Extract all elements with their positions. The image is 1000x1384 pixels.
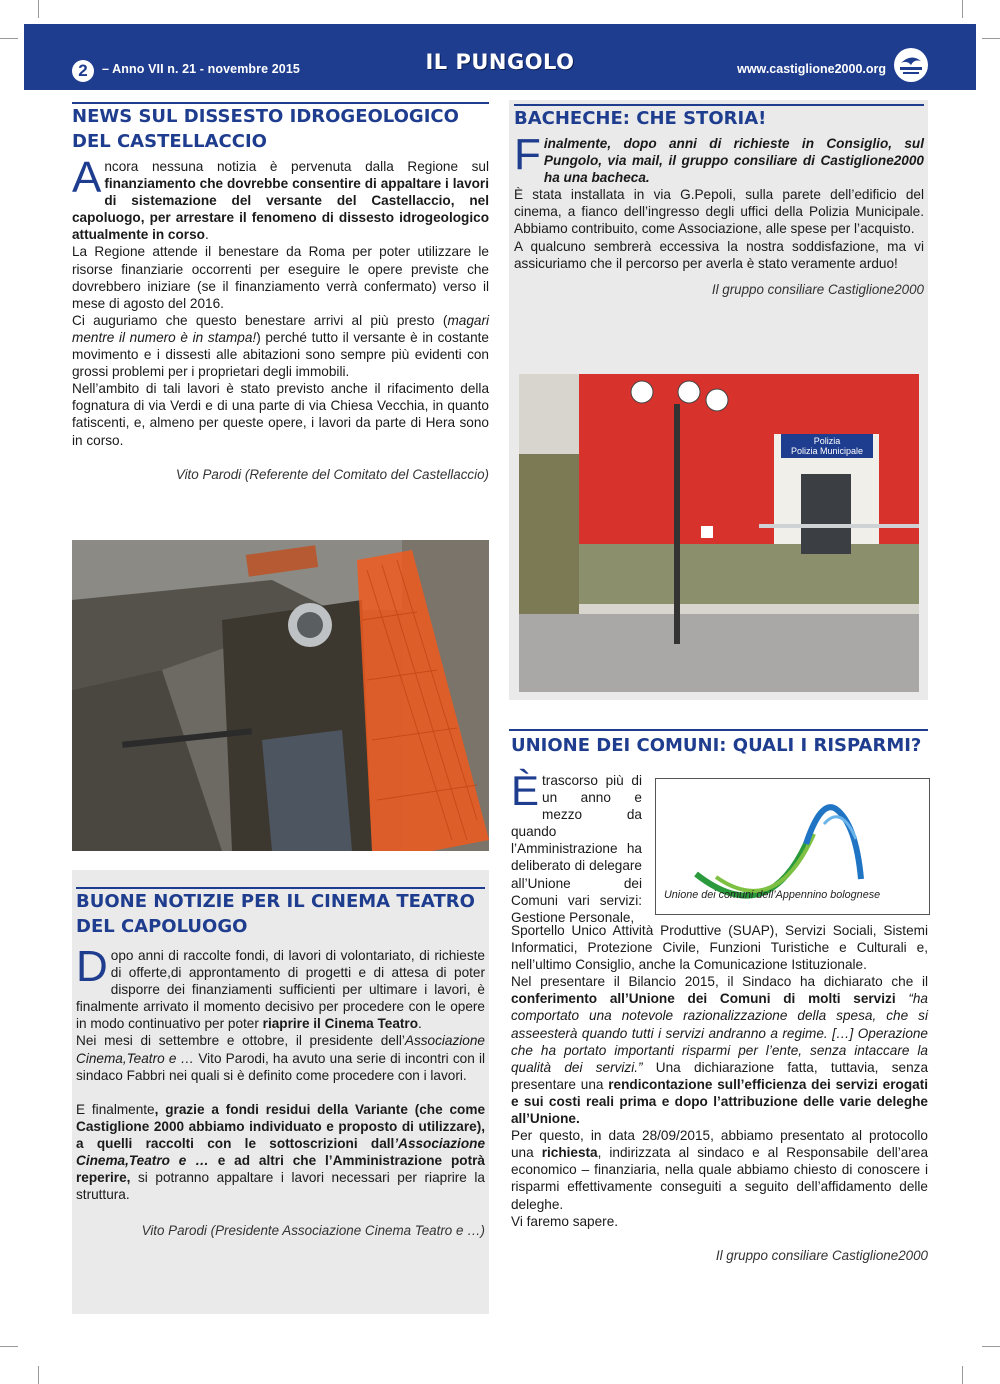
bird-icon <box>894 48 928 82</box>
article-signature: Vito Parodi (Presidente Associazione Cinema Teatro e …) <box>141 1223 485 1239</box>
paragraph: La Regione attende il benestare da Roma per poter utilizzare le risorse finanziarie occorrenti per eseguire le opere previste che dovrebbero iniziare (se il finanziamento verrà confermato) verso il mese di agosto del 2016. <box>72 244 489 311</box>
association-logo <box>894 48 928 82</box>
logo-caption: Unione dei comuni dell’Appennino bolognese <box>664 889 881 901</box>
trim-mark <box>962 1366 963 1384</box>
paragraph: Nell’ambito di tali lavori è stato previsto anche il rifacimento della fognatura di via Verdi e di una parte di via Chiesa Vecchia, in quanto fatiscenti, e, almeno per queste opere, i lavori da parte di Hera sono in corso. <box>72 381 489 448</box>
dropcap: D <box>76 942 108 991</box>
unione-logo <box>655 778 930 915</box>
paragraph: A qualcuno sembrerà eccessiva la nostra soddisfazione, ma vi assicuriamo che il percorso per averla è stato veramente arduo! <box>514 238 924 271</box>
title-line: DEL CASTELLACCIO <box>72 131 267 152</box>
article-title: UNIONE DEI COMUNI: QUALI I RISPARMI? <box>511 735 922 756</box>
svg-text:Polizia Municipale: Polizia Municipale <box>790 446 864 456</box>
trim-mark <box>962 0 963 18</box>
issue-label: – Anno VII n. 21 - novembre 2015 <box>102 62 300 76</box>
dropcap: F <box>514 130 541 179</box>
paragraph: È stata installata in via G.Pepoli, sulla parete dell’edificio del cinema, a fianco dell’ingresso degli uffici della Polizia Municipale. Abbiamo contribuito, come Associazione, alle spese per l’acquisto. <box>514 187 924 237</box>
paragraph: Sportello Unico Attività Produttive (SUAP), Servizi Sociali, Sistemi Informatici, Protezione Civile, Funzioni Turistiche e Culturali e, nell’ultimo Consiglio, anche la Comunicazione Istituzionale. <box>511 923 928 973</box>
title-line: NEWS SUL DISSESTO IDROGEOLOGICO <box>72 106 459 127</box>
website-link[interactable]: www.castiglione2000.org <box>737 62 886 76</box>
title-line: DEL CAPOLUOGO <box>76 916 248 937</box>
trim-mark <box>0 38 18 39</box>
page-number: 2 <box>72 60 94 82</box>
masthead-logo: IL PUNGOLO <box>425 50 575 74</box>
trim-mark <box>38 0 39 18</box>
trim-mark <box>982 1346 1000 1347</box>
polizia-sign: Polizia <box>813 436 841 446</box>
excavation-photo <box>72 540 489 851</box>
article-signature: Vito Parodi (Referente del Comitato del Castellaccio) <box>175 466 489 482</box>
article-bacheche <box>514 106 924 297</box>
article-unione <box>511 733 928 758</box>
trim-mark <box>982 38 1000 39</box>
trim-mark <box>0 1346 18 1347</box>
polizia-municipale-photo <box>519 374 919 692</box>
article-title <box>76 889 485 939</box>
article-title: BACHECHE: CHE STORIA! <box>514 108 767 129</box>
article-cinema <box>76 889 485 1238</box>
article-body: Sportello Unico Attività Produttive (SUAP), Servizi Sociali, Sistemi Informatici, Protezione Civile, Funzioni Turistiche e Culturali e, nell’ultimo Consiglio, anche la Comunicazione Istituzionale. Nel presentare il Bilancio 2015, il Sindaco ha dichiarato che il conferimento all’Unione dei Comuni di molti servizi “ha comportato una notevole razionalizzazione della spesa, che si asseesterà quando tutti i servizi andranno a regime. […] Operazione che ha portato importanti risparmi per l’ente, senza intaccare la qualità dei servizi.” Una dichiarazione fatta, tuttavia, senza presentare una rendicontazione sull’efficienza dei servizi erogati e sui costi reali prima e dopo l’attribuzione delle varie deleghe all’Unione. Per questo, in data 28/09/2015, abbiamo presentato al protocollo una richiesta, indirizzata al sindaco e al Responsabile dell’area economico – finanziaria, nella quale abbiamo chiesto di conoscere i risparmi effettivamente conseguiti a seguito dell’affidamento delle deleghe. Vi faremo sapere. Il gruppo consiliare Castiglione2000 <box>511 923 929 1263</box>
article-body: Ancora nessuna notizia è pervenuta dalla Regione sul finanziamento che dovrebbe consentire di appaltare i lavori di sistemazione del versante del Castellaccio, nel capoluogo, per arrestare il fenomeno di dissesto idrogeologico attualmente in corso. La Regione attende il benestare da Roma per poter utilizzare le risorse finanziarie occorrenti per eseguire le opere previste che dovrebbero iniziare (se il finanziamento verrà confermato) verso il mese di agosto del 2016. Ci auguriamo che questo benestare arrivi al più presto (magari mentre il numero è in stampa!) perché tutto il versante è in costante movimento e i dissesti alle abitazioni sono sempre più evidenti con grossi problemi per i proprietari degli immobili. Nell’ambito di tali lavori è stato previsto anche il rifacimento della fognatura di via Verdi e di una parte di via Chiesa Vecchia, in quanto fatiscenti, e, almeno per queste opere, i lavori da parte di Hera sono in corso. <box>72 153 489 448</box>
title-line: BUONE NOTIZIE PER IL CINEMA TEATRO <box>76 891 475 912</box>
article-signature: Il gruppo consiliare Castiglione2000 <box>715 1247 928 1263</box>
dropcap: A <box>72 153 102 202</box>
unione-intro: Ètrascorso più di un anno e mezzo da quando l’Amministrazione ha deliberato di delegare all’Unione dei Comuni vari servizi: Gestione Personale, <box>511 767 642 925</box>
trim-mark <box>38 1366 39 1384</box>
section-rule <box>509 729 928 731</box>
article-body: Finalmente, dopo anni di richieste in Consiglio, sul Pungolo, via mail, il gruppo consiliare di Castiglione2000 ha una bacheca. È stata installata in via G.Pepoli, sulla parete dell’edificio del cinema, a fianco dell’ingresso degli uffici della Polizia Municipale. Abbiamo contribuito, come Associazione, alle spese per l’acquisto. A qualcuno sembrerà eccessiva la nostra soddisfazione, ma vi assicuriamo che il percorso per averla è stato veramente arduo! <box>514 130 924 271</box>
article-title <box>72 104 489 154</box>
article-castellaccio <box>72 104 489 482</box>
article-signature: Il gruppo consiliare Castiglione2000 <box>711 281 924 297</box>
article-body: Dopo anni di raccolte fondi, di lavori di volontariato, di richieste di offerte,di approntamento di progetti e di attesa di poter disporre dei finanziamenti sufficienti per ultimare i lavori, è finalmente arrivato il momento decisivo per procedere con le opere in modo continuativo per poter riaprire il Cinema Teatro. Nei mesi di settembre e ottobre, il presidente dell’Associazione Cinema,Teatro e … Vito Parodi, ha avuto una serie di incontri con il sindaco Fabbri nei quali si è definito come procedere con i lavori. E finalmente, grazie a fondi residui della Variante (che come Castiglione 2000 abbiamo individuato e proposto di utilizzare), a quelli raccolti con le sottoscrizioni dall’Associazione Cinema,Teatro e … e ad altri che l’Amministrazione potrà reperire, si potranno appaltare i lavori necessari per riaprire la struttura. <box>76 942 486 1203</box>
dropcap: È <box>511 767 540 814</box>
paragraph: Vi faremo sapere. <box>511 1213 619 1229</box>
